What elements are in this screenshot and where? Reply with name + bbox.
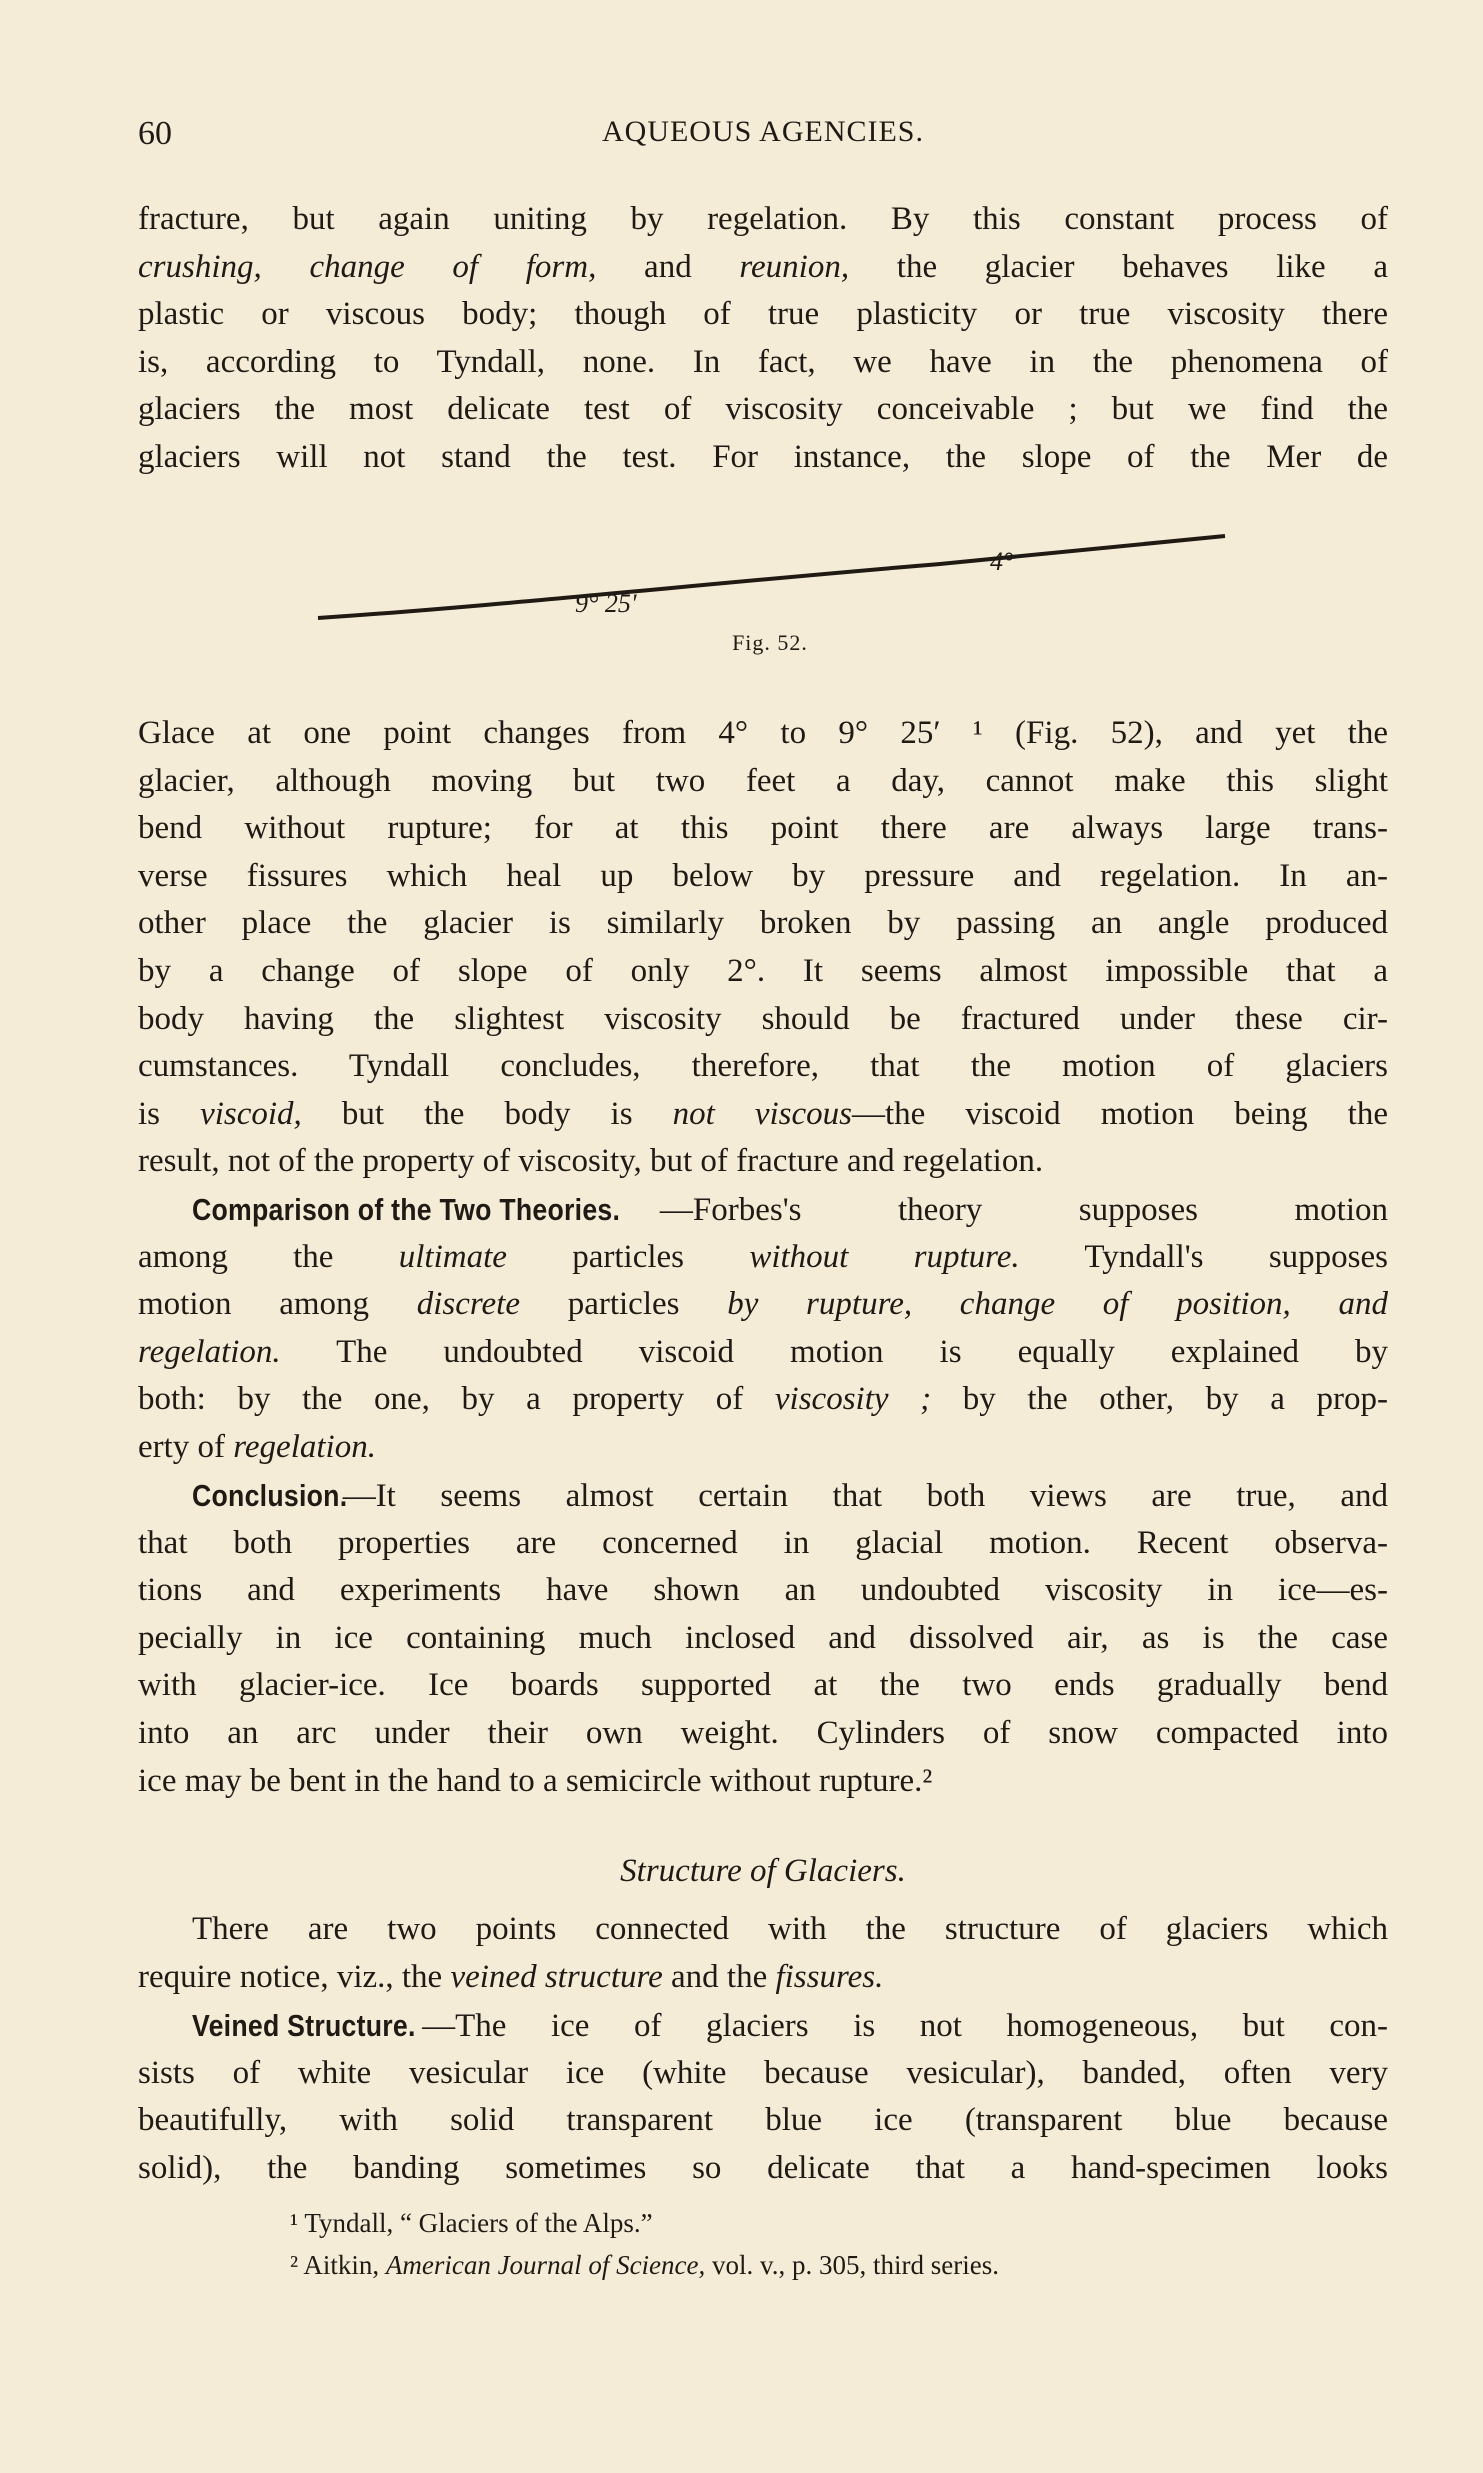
text-span: particles bbox=[520, 1286, 728, 1323]
text-line: sists of white vesicular ice (white because vesicular), banded, often very bbox=[138, 2054, 1388, 2091]
paragraph-comparison bbox=[138, 1186, 1388, 1472]
text-span: erty of bbox=[138, 1428, 234, 1465]
text-line: by a change of slope of only 2°. It seems almost impossible that a bbox=[138, 952, 1388, 989]
italic-term: American Journal of Science, bbox=[385, 2250, 706, 2280]
text-line bbox=[138, 1329, 1388, 1377]
italic-term: crushing, bbox=[138, 248, 262, 285]
text-line: other place the glacier is similarly broken by passing an angle produced bbox=[138, 905, 1388, 942]
italic-term: without rupture. bbox=[749, 1238, 1020, 1275]
text-line: result, not of the property of viscosity, but of fracture and regelation. bbox=[138, 1143, 1044, 1180]
footnote-2 bbox=[290, 2244, 1290, 2286]
italic-term: regelation. bbox=[233, 1428, 376, 1465]
text-line bbox=[138, 1186, 1388, 1234]
text-span: among the bbox=[138, 1238, 399, 1275]
text-span: —The ice of glaciers is not homogeneous, but con- bbox=[422, 2008, 1388, 2044]
page-header bbox=[138, 115, 1388, 165]
italic-term: not viscous bbox=[672, 1095, 852, 1132]
text-span: Tyndall's supposes bbox=[1019, 1238, 1389, 1275]
slope-diagram bbox=[300, 512, 1240, 632]
text-span: the glacier behaves like a bbox=[849, 248, 1389, 285]
text-line bbox=[138, 1954, 1388, 2002]
italic-term: reunion, bbox=[739, 248, 850, 285]
paragraph-1 bbox=[138, 196, 1388, 482]
paragraph-2 bbox=[138, 710, 1388, 1186]
italic-term: veined structure bbox=[450, 1958, 663, 1995]
footnotes bbox=[290, 2202, 1290, 2286]
text-line: There are two points connected with the structure of glaciers which bbox=[192, 1911, 1388, 1947]
text-line: glacier, although moving but two feet a day, cannot make this slight bbox=[138, 762, 1388, 799]
text-span: —It seems almost certain that both views are true, and bbox=[342, 1478, 1388, 1514]
text-line: is, according to Tyndall, none. In fact, we have in the phenomena of bbox=[138, 343, 1388, 380]
text-line: bend without rupture; for at this point there are always large trans- bbox=[138, 810, 1388, 847]
text-line bbox=[138, 1424, 1388, 1472]
paragraph-structure-intro bbox=[138, 1906, 1388, 2001]
text-line bbox=[138, 1234, 1388, 1282]
text-line: with glacier-ice. Ice boards supported at the two ends gradually bend bbox=[138, 1667, 1388, 1704]
italic-term: regelation. bbox=[138, 1333, 281, 1370]
text-line bbox=[138, 1376, 1388, 1424]
text-line: tions and experiments have shown an undoubted viscosity in ice—es- bbox=[138, 1572, 1388, 1609]
page-number: 60 bbox=[138, 115, 172, 152]
text-line bbox=[138, 1472, 1388, 1520]
section-heading bbox=[138, 1848, 1388, 1896]
text-span: —the viscoid motion being the bbox=[851, 1095, 1388, 1132]
paragraph-conclusion bbox=[138, 1472, 1388, 1805]
text-span: both: by the one, by a property of bbox=[138, 1381, 775, 1418]
paragraph-heading: Comparison of the Two Theories. bbox=[192, 1192, 621, 1227]
slope-label-upper: 4° bbox=[990, 547, 1014, 576]
text-span: is bbox=[138, 1095, 201, 1132]
text-line bbox=[138, 1281, 1388, 1329]
text-line: fracture, but again uniting by regelation. By this constant process of bbox=[138, 201, 1388, 237]
text-line: that both properties are concerned in glacial motion. Recent observa- bbox=[138, 1524, 1388, 1561]
text-span: motion among bbox=[138, 1286, 417, 1323]
text-line: glaciers the most delicate test of viscosity conceivable ; but we find the bbox=[138, 391, 1388, 428]
text-span: require notice, viz., the bbox=[138, 1958, 451, 1995]
figure-52 bbox=[300, 512, 1240, 672]
footnote-1: ¹ Tyndall, “ Glaciers of the Alps.” bbox=[290, 2208, 653, 2238]
italic-term: fissures. bbox=[775, 1958, 884, 1995]
text-line bbox=[138, 244, 1388, 292]
text-span: The undoubted viscoid motion is equally explained by bbox=[280, 1333, 1388, 1370]
slope-label-lower: 9° 25' bbox=[575, 589, 637, 618]
paragraph-veined-structure bbox=[138, 2002, 1388, 2192]
text-line: into an arc under their own weight. Cylinders of snow compacted into bbox=[138, 1714, 1388, 1751]
text-span: particles bbox=[506, 1238, 750, 1275]
italic-term: viscoid, bbox=[200, 1095, 302, 1132]
italic-term: by rupture, change of position, and bbox=[727, 1286, 1388, 1323]
text-line: pecially in ice containing much inclosed and dissolved air, as is the case bbox=[138, 1619, 1388, 1656]
italic-term: discrete bbox=[416, 1286, 520, 1323]
italic-term: ultimate bbox=[398, 1238, 507, 1275]
paragraph-heading: Veined Structure. bbox=[192, 2008, 416, 2043]
text-span: and the bbox=[662, 1958, 776, 1995]
text-span: but the body is bbox=[301, 1095, 673, 1132]
text-line: body having the slightest viscosity should be fractured under these cir- bbox=[138, 1000, 1388, 1037]
figure-caption: Fig. 52. bbox=[732, 630, 808, 655]
text-line: plastic or viscous body; though of true plasticity or true viscosity there bbox=[138, 296, 1388, 333]
text-line: glaciers will not stand the test. For instance, the slope of the Mer de bbox=[138, 438, 1388, 475]
text-line: beautifully, with solid transparent blue ice (transparent blue because bbox=[138, 2102, 1388, 2139]
italic-term: viscosity ; bbox=[774, 1381, 932, 1418]
text-line: verse fissures which heal up below by pressure and regelation. In an- bbox=[138, 857, 1388, 894]
text-line: solid), the banding sometimes so delicate that a hand-specimen looks bbox=[138, 2149, 1388, 2186]
text-line bbox=[138, 1091, 1388, 1139]
paragraph-heading: Conclusion. bbox=[192, 1478, 348, 1513]
text-line bbox=[138, 2002, 1388, 2050]
text-span: by the other, by a prop- bbox=[931, 1381, 1388, 1418]
text-span: vol. v., p. 305, third series. bbox=[705, 2250, 999, 2280]
text-span: —Forbes's theory supposes motion bbox=[659, 1192, 1388, 1228]
text-line: Glace at one point changes from 4° to 9° 25′ ¹ (Fig. 52), and yet the bbox=[138, 715, 1388, 751]
text-line: ice may be bent in the hand to a semicircle without rupture.² bbox=[138, 1762, 933, 1799]
text-line: cumstances. Tyndall concludes, therefore, that the motion of glaciers bbox=[138, 1048, 1388, 1085]
section-title: Structure of Glaciers. bbox=[620, 1853, 906, 1889]
running-title: AQUEOUS AGENCIES. bbox=[601, 115, 924, 148]
glacier-slope-line bbox=[318, 536, 1225, 618]
text-span: and bbox=[596, 248, 740, 285]
text-span: ² Aitkin, bbox=[290, 2250, 386, 2280]
italic-term: change of form, bbox=[309, 248, 597, 285]
